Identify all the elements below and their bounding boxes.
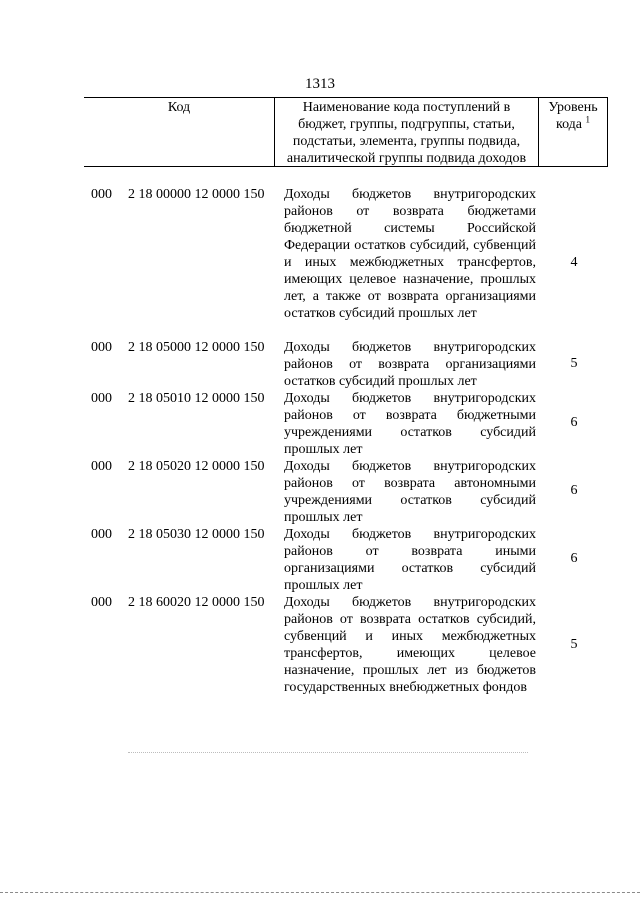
admin-code: 000: [91, 187, 112, 202]
header-name-line: подстатьи, элемента, группы подвида,: [292, 134, 521, 149]
page-number: 1313: [305, 76, 335, 92]
revenue-name: Доходы бюджетов внутригородских районов от возврата иными организациями остатков субсидий прошлых лет: [284, 527, 536, 593]
revenue-name: Доходы бюджетов внутригородских районов от возврата автономными учреждениями остатков субсидий прошлых лет: [284, 459, 536, 525]
code-level: 6: [570, 483, 578, 498]
footnote-marker: 1: [585, 114, 591, 125]
admin-code: 000: [91, 595, 112, 610]
header-name: [274, 97, 538, 166]
header-level-line: [539, 116, 607, 133]
admin-code: 000: [91, 527, 112, 542]
revenue-name: Доходы бюджетов внутригородских районов от возврата организациями остатков субсидий прошлых лет: [284, 340, 536, 389]
header-name-line: бюджет, группы, подгруппы, статьи,: [298, 117, 515, 132]
code-level: 6: [570, 551, 578, 566]
header-code: Код: [167, 100, 191, 115]
header-level-word: кода: [555, 117, 583, 132]
code-level: 5: [570, 356, 578, 371]
revenue-code: 2 18 05020 12 0000 150: [128, 459, 265, 474]
revenue-name: Доходы бюджетов внутригородских районов от возврата бюджетами бюджетной системы Российской Федерации остатков субсидий, субвенций и иных межбюджетных трансфертов, имеющих целевое назначение, прошлых лет, а также от возврата организациями остатков субсидий прошлых лет: [284, 187, 536, 321]
header-level-line: Уровень: [548, 100, 598, 115]
header-bottom-border: [84, 166, 608, 167]
admin-code: 000: [91, 391, 112, 406]
revenue-code: 2 18 00000 12 0000 150: [128, 187, 265, 202]
header-name-line: аналитической группы подвида доходов: [286, 151, 527, 166]
revenue-name: Доходы бюджетов внутригородских районов от возврата бюджетными учреждениями остатков субсидий прошлых лет: [284, 391, 536, 457]
admin-code: 000: [91, 459, 112, 474]
revenue-code: 2 18 60020 12 0000 150: [128, 595, 265, 610]
revenue-code: 2 18 05030 12 0000 150: [128, 527, 265, 542]
code-level: 5: [570, 637, 578, 652]
header-level: [538, 97, 608, 166]
code-level: 6: [570, 415, 578, 430]
admin-code: 000: [91, 340, 112, 355]
revenue-name: Доходы бюджетов внутригородских районов от возврата остатков субсидий, субвенций и иных межбюджетных трансфертов, имеющих целевое назначение, прошлых лет из бюджетов государственных внебюджетных фондов: [284, 595, 536, 695]
page-bottom-edge: [0, 892, 640, 893]
revenue-code: 2 18 05010 12 0000 150: [128, 391, 265, 406]
header-name-line: Наименование кода поступлений в: [302, 100, 511, 115]
code-level: 4: [570, 255, 578, 270]
revenue-code: 2 18 05000 12 0000 150: [128, 340, 265, 355]
scan-artifact-line: [128, 752, 528, 753]
